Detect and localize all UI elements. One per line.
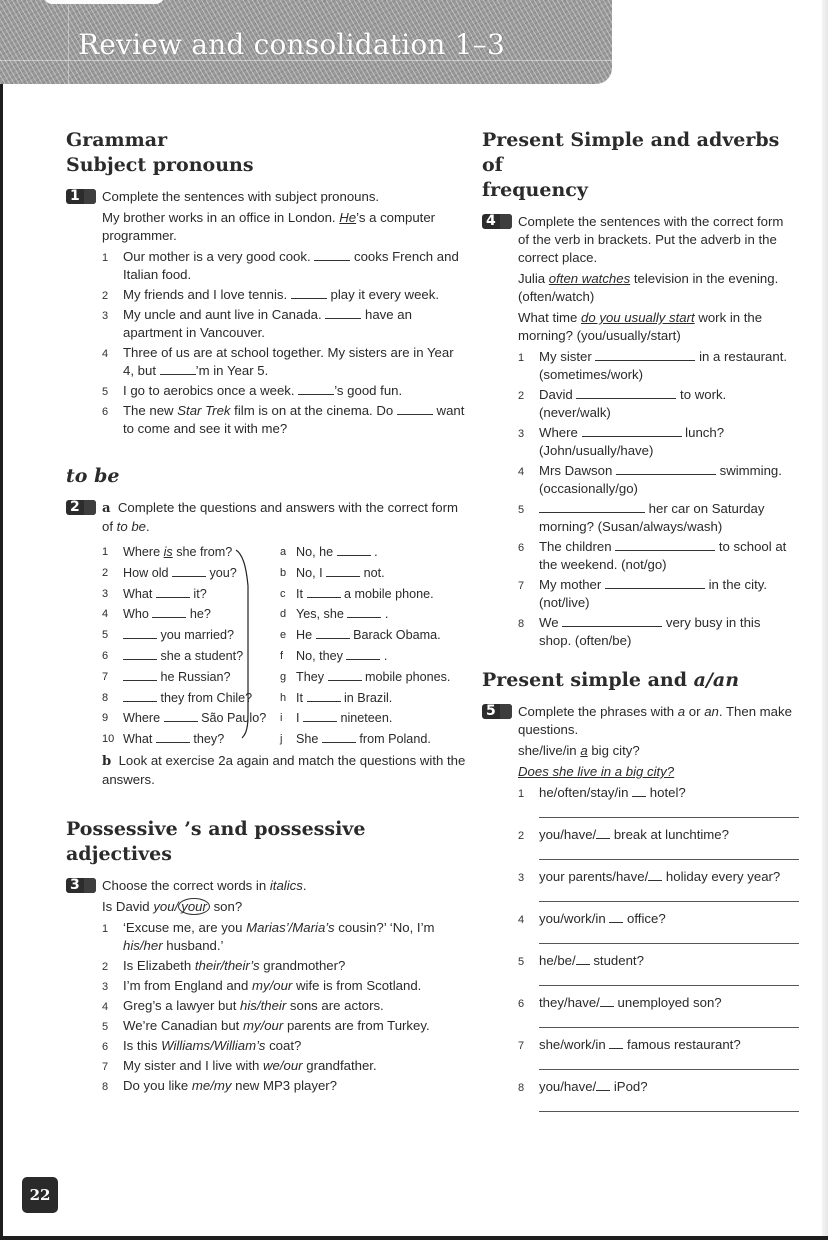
answer-blank[interactable] — [337, 543, 371, 556]
answer-line[interactable] — [539, 1068, 799, 1070]
exercise-2b-instruction: b Look at exercise 2a again and match the questions with the answers. — [102, 753, 466, 787]
exercise-3-item: 2 Is Elizabeth their/their’s grandmother? — [102, 958, 346, 973]
word-choice[interactable]: Marias’/Maria’s — [246, 920, 335, 935]
exercise-5-item: 1 he/often/stay/in hotel? — [518, 785, 686, 800]
answer-blank[interactable] — [298, 382, 334, 395]
exercise-1-items — [66, 248, 466, 438]
exercise-5-item: 5 he/be/ student? — [518, 953, 644, 968]
banner-vertical-rule — [68, 0, 69, 84]
answer-blank[interactable] — [596, 826, 610, 839]
grammar-heading: Grammar — [66, 129, 168, 151]
answer-blank[interactable] — [615, 538, 715, 551]
right-column — [482, 128, 794, 1120]
answer-line[interactable] — [539, 984, 799, 986]
answer-blank[interactable] — [596, 1078, 610, 1091]
answer-blank[interactable] — [397, 402, 433, 415]
exercise-1-item: 5 I go to aerobics once a week. ’s good fun. — [102, 383, 403, 398]
answer-blank[interactable] — [303, 709, 337, 722]
answer-blank[interactable] — [539, 500, 645, 513]
answer-blank[interactable] — [172, 564, 206, 577]
subject-pronouns-heading: Subject pronouns — [66, 154, 254, 176]
exercise-3-item: 1 ‘Excuse me, are you Marias’/Maria’s cousin?’ ‘No, I’m his/her husband.’ — [102, 920, 435, 953]
adverbs-heading-line2: frequency — [482, 179, 588, 201]
exercise-4-item: 8 We very busy in this shop. (often/be) — [518, 615, 761, 648]
page-left-edge — [0, 0, 3, 1240]
exercise-4-example-1: Julia often watches television in the evening. (often/watch) — [518, 271, 779, 304]
question-row: 6 she a student? — [102, 648, 244, 663]
answer-blank[interactable] — [164, 709, 198, 722]
answer-blank[interactable] — [616, 462, 716, 475]
answer-row: d Yes, she . — [280, 607, 389, 622]
answer-blank[interactable] — [328, 668, 362, 681]
answer-blank[interactable] — [156, 730, 190, 743]
word-choice[interactable]: my/our — [242, 1018, 284, 1033]
answer-line[interactable] — [539, 816, 799, 818]
title-banner — [0, 0, 612, 84]
answer-row: c It a mobile phone. — [280, 586, 434, 601]
banner-tab — [44, 0, 164, 4]
answer-blank[interactable] — [562, 614, 662, 627]
exercise-4-item: 5 her car on Saturday morning? (Susan/always/wash) — [518, 501, 765, 534]
possessive-heading-line2: adjectives — [66, 843, 172, 865]
exercise-3-item: 4 Greg’s a lawyer but his/their sons are actors. — [102, 998, 384, 1013]
exercise-1-item: 2 My friends and I love tennis. play it every week. — [102, 287, 439, 302]
possessive-heading-line1: Possessive ’s and possessive — [66, 818, 366, 840]
exercise-5-items — [482, 784, 794, 1112]
exercise-1-item: 1 Our mother is a very good cook. cooks French and Italian food. — [102, 249, 459, 282]
exercise-1-item: 4 Three of us are at school together. My sisters are in Year 4, but ’m in Year 5. — [102, 345, 454, 378]
answer-line[interactable] — [539, 900, 799, 902]
answer-blank[interactable] — [346, 647, 380, 660]
word-choice[interactable]: me/my — [191, 1078, 232, 1093]
exercise-5-item: 3 your parents/have/ holiday every year? — [518, 869, 781, 884]
answer-blank[interactable] — [576, 952, 590, 965]
answer-blank[interactable] — [156, 585, 190, 598]
answer-blank[interactable] — [326, 564, 360, 577]
circled-answer: your — [178, 898, 210, 915]
answer-blank[interactable] — [123, 647, 157, 660]
answer-row: h It in Brazil. — [280, 690, 393, 705]
question-row: 3 What it? — [102, 586, 207, 601]
exercise-3-item: 5 We’re Canadian but my/our parents are from Turkey. — [102, 1018, 430, 1033]
adverbs-heading-line1: Present Simple and adverbs of — [482, 129, 780, 176]
word-choice[interactable]: his/her — [123, 938, 163, 953]
exercise-4-item: 3 Where lunch? (John/usually/have) — [518, 425, 725, 458]
answer-blank[interactable] — [291, 286, 327, 299]
exercise-5-item: 6 they/have/ unemployed son? — [518, 995, 722, 1010]
answer-blank[interactable] — [600, 994, 614, 1007]
question-row: 8 they from Chile? — [102, 690, 253, 705]
answer-blank[interactable] — [325, 306, 361, 319]
word-choice[interactable]: we/our — [262, 1058, 303, 1073]
exercise-2a-instruction: 2 a Complete the questions and answers with the correct form of to be. — [66, 499, 466, 536]
exercise-4-item: 7 My mother in the city. (not/live) — [518, 577, 768, 610]
answer-blank[interactable] — [609, 1036, 623, 1049]
answer-blank[interactable] — [123, 668, 157, 681]
answer-blank[interactable] — [307, 585, 341, 598]
answer-line[interactable] — [539, 1026, 799, 1028]
answer-row: e He Barack Obama. — [280, 628, 441, 643]
word-choice[interactable]: their/their’s — [194, 958, 260, 973]
exercise-3-item: 8 Do you like me/my new MP3 player? — [102, 1078, 338, 1093]
exercise-4-item: 6 The children to school at the weekend. (not/go) — [518, 539, 787, 572]
exercise-5-badge: 5 — [482, 704, 512, 719]
exercise-3-items — [66, 919, 466, 1095]
page-number: 22 — [22, 1177, 58, 1213]
word-choice[interactable]: Williams/William’s — [161, 1038, 266, 1053]
word-choice[interactable]: his/their — [240, 998, 287, 1013]
exercise-3-item: 3 I’m from England and my/our wife is from Scotland. — [102, 978, 422, 993]
exercise-5-item: 4 you/work/in office? — [518, 911, 666, 926]
exercise-1-badge: 1 — [66, 189, 96, 204]
question-row: 5 you married? — [102, 628, 234, 643]
answer-row: i I nineteen. — [280, 711, 393, 726]
question-row: 2 How old you? — [102, 565, 237, 580]
question-row: 10 What they? — [102, 732, 225, 747]
answer-row: j She from Poland. — [280, 732, 431, 747]
to-be-heading: to be — [66, 465, 120, 487]
matching-exercise — [66, 542, 466, 746]
exercise-3-item: 6 Is this Williams/William’s coat? — [102, 1038, 302, 1053]
exercise-1-item: 6 The new Star Trek film is on at the cinema. Do want to come and see it with me? — [102, 403, 465, 436]
answer-row: a No, he . — [280, 545, 378, 559]
left-column — [66, 128, 466, 1097]
exercise-5-item: 7 she/work/in famous restaurant? — [518, 1037, 741, 1052]
answer-line[interactable] — [539, 942, 799, 944]
exercise-4-item: 4 Mrs Dawson swimming. (occasionally/go) — [518, 463, 782, 496]
question-row: 1 Where is she from? — [102, 545, 233, 559]
exercise-5-item: 8 you/have/ iPod? — [518, 1079, 648, 1094]
answers-column — [280, 542, 460, 750]
exercise-5-item: 2 you/have/ break at lunchtime? — [518, 827, 729, 842]
exercise-5-instruction: 5 Complete the phrases with a or an. Then make questions. — [482, 703, 794, 739]
exercise-3-badge: 3 — [66, 878, 96, 893]
page-bottom-edge — [0, 1236, 828, 1240]
exercise-4-badge: 4 — [482, 214, 512, 229]
answer-blank[interactable] — [160, 362, 196, 375]
answer-blank[interactable] — [605, 576, 705, 589]
exercise-5-example-question: Does she live in a big city? — [518, 764, 675, 779]
exercise-3-example: Is David you/ your son? — [102, 899, 243, 914]
answer-line[interactable] — [539, 1110, 799, 1112]
answer-blank[interactable] — [576, 386, 676, 399]
answer-row: g They mobile phones. — [280, 669, 451, 684]
question-row: 4 Who he? — [102, 607, 211, 622]
answer-blank[interactable] — [123, 689, 157, 702]
answer-row: f No, they . — [280, 648, 388, 663]
answer-blank[interactable] — [648, 868, 662, 881]
answer-blank[interactable] — [632, 784, 646, 797]
word-choice[interactable]: my/our — [252, 978, 293, 993]
exercise-4-example-2: What time do you usually start work in the morning? (you/usually/start) — [518, 310, 763, 343]
answer-blank[interactable] — [322, 730, 356, 743]
answer-blank[interactable] — [347, 605, 381, 618]
answer-row: b No, I not. — [280, 565, 385, 580]
exercise-3-item: 7 My sister and I live with we/our grandfather. — [102, 1058, 377, 1073]
answer-blank[interactable] — [307, 689, 341, 702]
exercise-3-instruction: 3 Choose the correct words in italics. — [66, 877, 466, 895]
answer-line[interactable] — [539, 858, 799, 860]
answer-blank[interactable] — [609, 910, 623, 923]
exercise-4-item: 2 David to work. (never/walk) — [518, 387, 727, 420]
answer-blank[interactable] — [582, 424, 682, 437]
exercise-1-example: My brother works in an office in London. He’s a computer programmer. — [102, 210, 436, 243]
exercise-4-instruction: 4 Complete the sentences with the correct form of the verb in brackets. Put the adverb in the correct place. — [482, 213, 794, 267]
question-row: 7 he Russian? — [102, 669, 231, 684]
page-title: Review and consolidation 1–3 — [78, 28, 505, 61]
answer-blank[interactable] — [123, 626, 157, 639]
exercise-2-badge: 2 — [66, 500, 96, 515]
answer-blank[interactable] — [316, 626, 350, 639]
answer-blank[interactable] — [152, 605, 186, 618]
exercise-4-item: 1 My sister in a restaurant. (sometimes/work) — [518, 349, 788, 382]
page-right-shade — [822, 0, 828, 1240]
match-line-1-to-j — [234, 546, 264, 746]
exercise-5-example: she/live/in a big city? — [518, 743, 640, 758]
answer-blank[interactable] — [595, 348, 695, 361]
question-row: 9 Where São Paulo? — [102, 711, 267, 726]
exercise-1-item: 3 My uncle and aunt live in Canada. have an apartment in Vancouver. — [102, 307, 412, 340]
exercise-4-items — [482, 348, 794, 650]
exercise-1-instruction: 1 Complete the sentences with subject pronouns. — [66, 188, 466, 206]
a-an-heading: Present simple and a/an — [482, 669, 740, 691]
answer-blank[interactable] — [314, 248, 350, 261]
